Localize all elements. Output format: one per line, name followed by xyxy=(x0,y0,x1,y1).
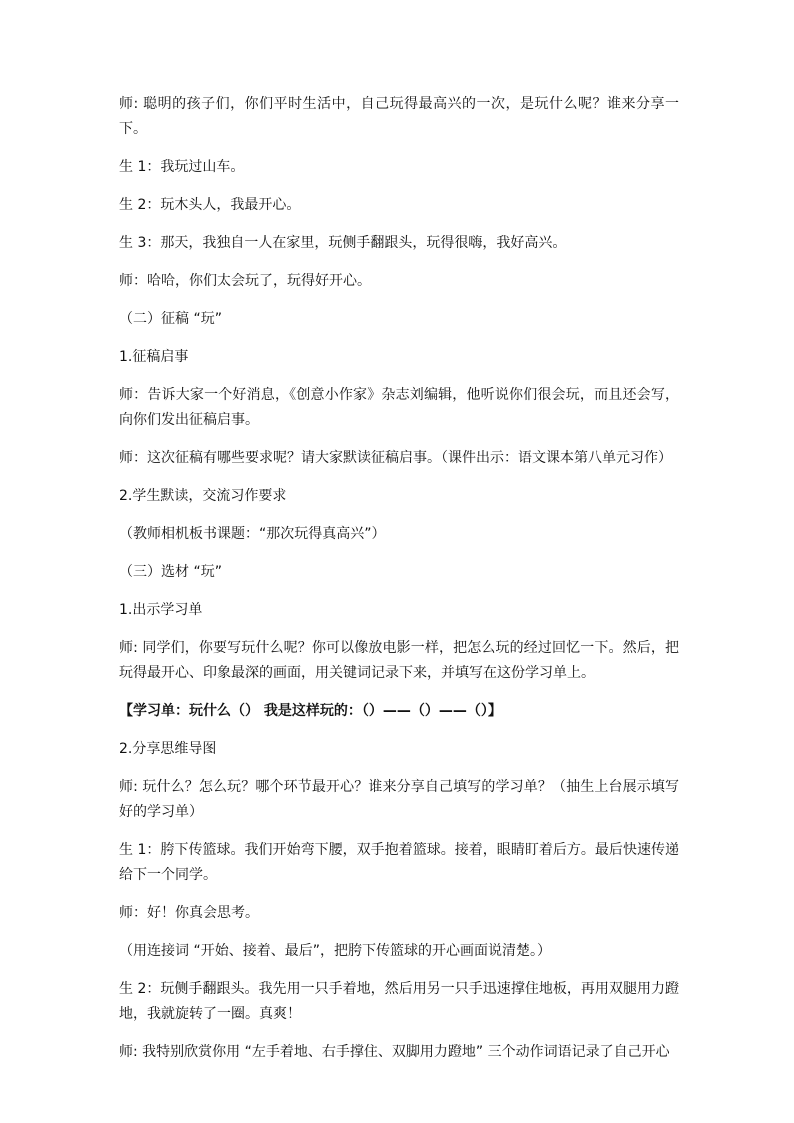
section-heading-3: （三）选材 “玩” xyxy=(119,564,222,580)
paragraph-notice-intro: 师：告诉大家一个好消息，《创意小作家》杂志刘编辑，他听说你们很会玩，而且还会写，向你们发出征稿启事。 xyxy=(119,387,679,428)
paragraph-student-cartwheel: 生 2：玩侧手翻跟头。我先用一只手着地，然后用另一只手迅速撑住地板，再用双腿用力蹬地，我就旋转了一圈。真爽！ xyxy=(119,981,679,1022)
subheading-mindmap: 2.分享思维导图 xyxy=(119,741,217,757)
paragraph-teacher-question: 师: 聪明的孩子们，你们平时生活中，自己玩得最高兴的一次，是玩什么呢？谁来分享一下。 xyxy=(119,96,679,137)
paragraph-teacher-appreciation: 师: 我特别欣赏你用 “左手着地、右手撑住、双脚用力蹬地” 三个动作词语记录了自己开心 xyxy=(119,1044,670,1060)
subheading-notice: 1.征稿启事 xyxy=(119,349,189,365)
section-heading-2: （二）征稿 “玩” xyxy=(119,311,222,327)
paragraph-student-3: 生 3：那天，我独自一人在家里，玩侧手翻跟头，玩得很嗨，我好高兴。 xyxy=(119,235,567,251)
paragraph-teacher-response: 师：哈哈，你们太会玩了，玩得好开心。 xyxy=(119,273,371,289)
subheading-silent-reading: 2.学生默读，交流习作要求 xyxy=(119,488,287,504)
paragraph-notice-requirements: 师：这次征稿有哪些要求呢？请大家默读征稿启事。（课件出示：语文课本第八单元习作） xyxy=(119,450,672,466)
paragraph-board-title: （教师相机板书课题：“那次玩得真高兴”） xyxy=(119,526,386,542)
paragraph-student-2: 生 2：玩木头人，我最开心。 xyxy=(119,197,301,213)
document-page xyxy=(119,92,679,1078)
paragraph-teacher-praise: 师：好！你真会思考。 xyxy=(119,905,259,921)
paragraph-worksheet-instructions: 师: 同学们，你要写玩什么呢？你可以像放电影一样，把怎么玩的经过回忆一下。然后，把玩得最开心、印象最深的画面，用关键词记录下来，并填写在这份学习单上。 xyxy=(119,640,679,681)
subheading-worksheet: 1.出示学习单 xyxy=(119,602,203,618)
paragraph-student-basketball: 生 1：胯下传篮球。我们开始弯下腰，双手抱着篮球。接着，眼睛盯着后方。最后快速传递给下一个同学。 xyxy=(119,842,679,883)
paragraph-worksheet: 【学习单：玩什么（） 我是这样玩的：（）——（）——（）】 xyxy=(119,703,502,719)
paragraph-mindmap-question: 师: 玩什么？怎么玩？哪个环节最开心？谁来分享自己填写的学习单？（抽生上台展示填写好的学习单） xyxy=(119,779,679,820)
paragraph-student-1: 生 1：我玩过山车。 xyxy=(119,159,245,175)
paragraph-connectives-note: （用连接词 “开始、接着、最后”，把胯下传篮球的开心画面说清楚。） xyxy=(119,943,551,959)
